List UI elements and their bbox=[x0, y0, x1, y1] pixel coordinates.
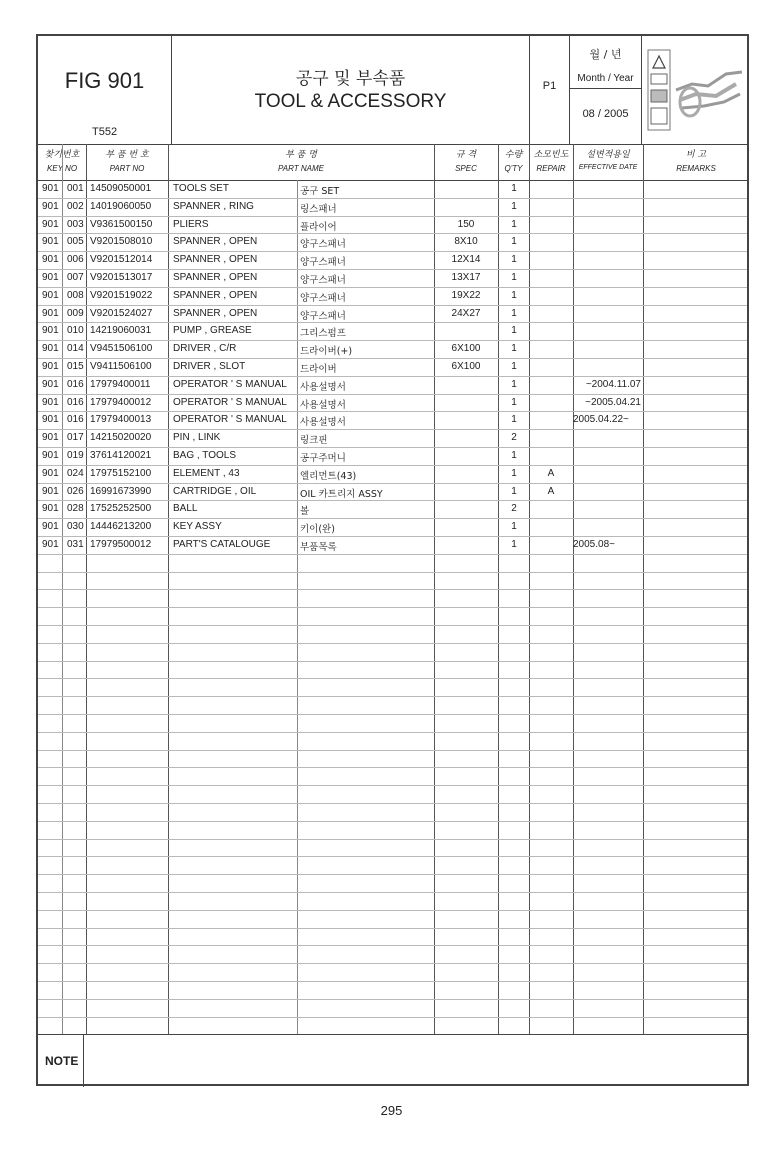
key-suffix: 010 bbox=[67, 325, 84, 337]
key-prefix: 901 bbox=[42, 325, 59, 337]
part-name-korean: 사용설명서 bbox=[300, 381, 346, 393]
key-prefix: 901 bbox=[42, 200, 59, 212]
part-number: 17975152100 bbox=[90, 467, 152, 479]
model-code: T552 bbox=[92, 126, 118, 138]
empty-row bbox=[38, 696, 747, 715]
figure-cell bbox=[38, 36, 172, 144]
part-name: DRIVER , C/R bbox=[173, 343, 237, 355]
part-name: DRIVER , SLOT bbox=[173, 361, 246, 372]
table-row bbox=[38, 518, 747, 537]
key-suffix: 024 bbox=[67, 467, 84, 479]
part-number: V9411506100 bbox=[90, 361, 152, 372]
quantity: 1 bbox=[511, 414, 517, 426]
quantity: 1 bbox=[511, 218, 517, 230]
sheet-header bbox=[38, 36, 747, 145]
col-partname-kr: 부 품 명 bbox=[285, 150, 317, 160]
part-name-korean: 링크핀 bbox=[300, 435, 328, 447]
col-spec bbox=[434, 144, 498, 180]
part-name: OPERATOR ' S MANUAL bbox=[173, 414, 287, 426]
part-name: PLIERS bbox=[173, 218, 209, 230]
key-suffix: 009 bbox=[67, 307, 84, 319]
col-effective-date bbox=[573, 144, 643, 180]
issue-date: 08 / 2005 bbox=[582, 108, 629, 120]
quantity: 1 bbox=[511, 485, 517, 497]
quantity: 1 bbox=[511, 450, 517, 461]
part-number: 17979500012 bbox=[90, 539, 152, 550]
quantity: 1 bbox=[511, 183, 517, 194]
quantity: 1 bbox=[511, 467, 517, 479]
part-name: SPANNER , OPEN bbox=[173, 272, 258, 283]
part-name: SPANNER , OPEN bbox=[173, 289, 258, 301]
repair-code: A bbox=[547, 467, 555, 479]
table-row bbox=[38, 465, 747, 484]
empty-row bbox=[38, 839, 747, 858]
effective-date: 2005.08~ bbox=[573, 539, 615, 550]
part-number: V9201513017 bbox=[90, 272, 153, 283]
effective-date: ~2004.11.07 bbox=[585, 378, 641, 390]
quantity: 1 bbox=[511, 307, 517, 319]
part-name-korean: 키이(완) bbox=[300, 524, 335, 536]
col-remarks bbox=[643, 144, 749, 180]
part-name: PUMP , GREASE bbox=[173, 325, 252, 337]
col-partno-kr: 부 품 번 호 bbox=[105, 150, 149, 160]
part-name: SPANNER , OPEN bbox=[173, 254, 258, 266]
quantity: 1 bbox=[511, 254, 517, 266]
part-number: 14509050001 bbox=[90, 183, 152, 194]
note-section bbox=[38, 1034, 747, 1087]
key-prefix: 901 bbox=[42, 218, 59, 230]
table-row bbox=[38, 340, 747, 359]
table-row bbox=[38, 198, 747, 217]
part-name: TOOLS SET bbox=[173, 183, 229, 194]
part-number: 16991673990 bbox=[90, 485, 152, 497]
part-name: SPANNER , RING bbox=[173, 200, 254, 212]
tool-illustration-icon bbox=[646, 44, 746, 136]
spec: 19X22 bbox=[451, 289, 481, 301]
empty-row bbox=[38, 714, 747, 733]
empty-row bbox=[38, 803, 747, 822]
month-year-english: Month / Year bbox=[577, 73, 634, 84]
part-name-korean: 부품목록 bbox=[300, 542, 337, 553]
table-row bbox=[38, 376, 747, 395]
empty-row bbox=[38, 856, 747, 875]
col-spec-en: SPEC bbox=[455, 164, 477, 173]
empty-row bbox=[38, 945, 747, 964]
key-suffix: 008 bbox=[67, 289, 84, 301]
part-name: ELEMENT , 43 bbox=[173, 467, 240, 479]
quantity: 1 bbox=[511, 539, 517, 550]
note-label-cell bbox=[38, 1035, 84, 1087]
col-part-name bbox=[168, 144, 434, 180]
part-name: OPERATOR ' S MANUAL bbox=[173, 396, 287, 408]
table-row bbox=[38, 358, 747, 377]
empty-row bbox=[38, 892, 747, 911]
part-name-korean: 사용설명서 bbox=[300, 417, 346, 429]
part-number: V9201508010 bbox=[90, 236, 153, 248]
key-prefix: 901 bbox=[42, 521, 59, 533]
part-name-korean: 링스패너 bbox=[300, 203, 337, 215]
col-repair-kr: 소모빈도 bbox=[533, 150, 569, 160]
quantity: 2 bbox=[511, 503, 517, 515]
part-name-korean: 드라이버(+) bbox=[300, 346, 353, 358]
part-name: BAG , TOOLS bbox=[173, 450, 236, 461]
key-prefix: 901 bbox=[42, 254, 59, 266]
key-prefix: 901 bbox=[42, 289, 59, 301]
spec: 24X27 bbox=[451, 307, 481, 319]
key-prefix: 901 bbox=[42, 539, 59, 550]
key-prefix: 901 bbox=[42, 432, 59, 444]
title-korean: 공구 및 부속품 bbox=[295, 69, 406, 89]
table-row bbox=[38, 322, 747, 341]
key-suffix: 007 bbox=[67, 272, 84, 283]
part-number: 37614120021 bbox=[90, 450, 152, 461]
part-number: 17525252500 bbox=[90, 503, 152, 515]
part-name: CARTRIDGE , OIL bbox=[173, 485, 257, 497]
quantity: 1 bbox=[511, 200, 517, 212]
quantity: 1 bbox=[511, 325, 517, 337]
quantity: 1 bbox=[511, 236, 517, 248]
part-name: SPANNER , OPEN bbox=[173, 307, 258, 319]
part-name-korean: 공구주머니 bbox=[300, 453, 346, 464]
part-number: V9201512014 bbox=[90, 254, 153, 266]
key-prefix: 901 bbox=[42, 378, 59, 390]
month-year-korean: 월 / 년 bbox=[589, 48, 622, 61]
empty-row bbox=[38, 999, 747, 1018]
empty-row bbox=[38, 767, 747, 786]
empty-row bbox=[38, 732, 747, 751]
col-partno-en: PART NO bbox=[109, 164, 145, 173]
figure-number: FIG 901 bbox=[64, 68, 145, 93]
part-name-korean: 엘리먼트(43) bbox=[300, 470, 357, 482]
col-spec-kr: 규 격 bbox=[455, 150, 477, 160]
note-label: NOTE bbox=[45, 1054, 79, 1068]
col-part-no bbox=[86, 144, 168, 180]
col-eff-kr: 설변적용일 bbox=[586, 150, 630, 160]
part-number: V9361500150 bbox=[90, 218, 153, 230]
spec: 13X17 bbox=[451, 272, 481, 283]
empty-row bbox=[38, 785, 747, 804]
key-prefix: 901 bbox=[42, 236, 59, 248]
part-name-korean: 볼 bbox=[300, 506, 310, 518]
part-number: V9451506100 bbox=[90, 343, 153, 355]
table-row bbox=[38, 180, 747, 199]
key-suffix: 019 bbox=[67, 450, 84, 461]
key-suffix: 028 bbox=[67, 503, 84, 515]
key-prefix: 901 bbox=[42, 485, 59, 497]
parts-sheet bbox=[36, 34, 749, 1086]
quantity: 1 bbox=[511, 361, 517, 372]
part-number: 17979400012 bbox=[90, 396, 152, 408]
divider bbox=[570, 88, 641, 89]
part-name-korean: 공구 SET bbox=[300, 186, 340, 197]
key-suffix: 026 bbox=[67, 485, 84, 497]
key-prefix: 901 bbox=[42, 307, 59, 319]
table-row bbox=[38, 536, 747, 555]
key-suffix: 016 bbox=[67, 396, 84, 408]
empty-row bbox=[38, 607, 747, 626]
effective-date: ~2005.04.21 bbox=[585, 396, 641, 408]
part-number: 17979400013 bbox=[90, 414, 152, 426]
col-key-kr: 찾기번호 bbox=[44, 150, 80, 160]
part-name: OPERATOR ' S MANUAL bbox=[173, 378, 287, 390]
key-suffix: 016 bbox=[67, 378, 84, 390]
table-row bbox=[38, 233, 747, 252]
quantity: 2 bbox=[511, 432, 517, 444]
key-suffix: 015 bbox=[67, 361, 84, 372]
part-number: 14215020020 bbox=[90, 432, 152, 444]
title-english: TOOL & ACCESSORY bbox=[254, 91, 447, 112]
empty-row bbox=[38, 910, 747, 929]
table-row bbox=[38, 483, 747, 502]
col-repair bbox=[529, 144, 573, 180]
part-name-korean: OIL 카트리지 ASSY bbox=[300, 488, 383, 500]
part-name-korean: 양구스패너 bbox=[300, 257, 346, 269]
key-suffix: 014 bbox=[67, 343, 84, 355]
part-name: PART'S CATALOUGE bbox=[173, 539, 271, 550]
column-header-row bbox=[38, 144, 747, 181]
table-row bbox=[38, 500, 747, 519]
key-prefix: 901 bbox=[42, 361, 59, 372]
table-row bbox=[38, 411, 747, 430]
quantity: 1 bbox=[511, 289, 517, 301]
spec: 8X10 bbox=[454, 236, 478, 248]
effective-date: 2005.04.22~ bbox=[573, 414, 629, 426]
page-cell bbox=[530, 36, 570, 144]
key-suffix: 003 bbox=[67, 218, 84, 230]
title-cell bbox=[172, 36, 530, 144]
table-row bbox=[38, 251, 747, 270]
part-number: V9201519022 bbox=[90, 289, 153, 301]
part-number: 14019060050 bbox=[90, 200, 152, 212]
table-row bbox=[38, 429, 747, 448]
part-name: SPANNER , OPEN bbox=[173, 236, 258, 248]
key-prefix: 901 bbox=[42, 450, 59, 461]
key-prefix: 901 bbox=[42, 396, 59, 408]
key-prefix: 901 bbox=[42, 343, 59, 355]
empty-row bbox=[38, 874, 747, 893]
empty-row bbox=[38, 554, 747, 573]
part-name: BALL bbox=[173, 503, 198, 515]
part-number: 14446213200 bbox=[90, 521, 152, 533]
key-prefix: 901 bbox=[42, 467, 59, 479]
col-repair-en: REPAIR bbox=[536, 164, 566, 173]
spec: 6X100 bbox=[451, 343, 481, 355]
empty-row bbox=[38, 678, 747, 697]
key-suffix: 005 bbox=[67, 236, 84, 248]
key-prefix: 901 bbox=[42, 414, 59, 426]
col-key-en: KEY NO bbox=[46, 164, 78, 173]
part-name: KEY ASSY bbox=[173, 521, 222, 533]
page-label: P1 bbox=[542, 80, 557, 92]
repair-code: A bbox=[547, 485, 555, 497]
key-suffix: 016 bbox=[67, 414, 84, 426]
quantity: 1 bbox=[511, 272, 517, 283]
key-suffix: 031 bbox=[67, 539, 84, 550]
key-suffix: 001 bbox=[67, 183, 84, 194]
part-name-korean: 양구스패너 bbox=[300, 239, 346, 251]
spec: 12X14 bbox=[451, 254, 481, 266]
empty-row bbox=[38, 963, 747, 982]
empty-row bbox=[38, 981, 747, 1000]
part-name-korean: 플라이어 bbox=[300, 221, 337, 233]
key-prefix: 901 bbox=[42, 503, 59, 515]
tool-illustration-cell bbox=[642, 36, 751, 144]
part-name-korean: 양구스패너 bbox=[300, 292, 346, 304]
table-row bbox=[38, 216, 747, 235]
quantity: 1 bbox=[511, 343, 517, 355]
page-number: 295 bbox=[380, 1103, 403, 1118]
part-name-korean: 그리스펌프 bbox=[300, 328, 346, 340]
table-row bbox=[38, 394, 747, 413]
part-number: V9201524027 bbox=[90, 307, 153, 319]
empty-row bbox=[38, 625, 747, 644]
quantity: 1 bbox=[511, 521, 517, 533]
col-eff-en: EFFECTIVE DATE bbox=[578, 164, 638, 171]
key-prefix: 901 bbox=[42, 272, 59, 283]
spec: 6X100 bbox=[451, 361, 481, 372]
col-partname-en: PART NAME bbox=[278, 164, 324, 173]
col-remarks-en: REMARKS bbox=[676, 164, 716, 173]
col-qty-en: Q'TY bbox=[504, 164, 523, 173]
spec: 150 bbox=[457, 218, 475, 230]
quantity: 1 bbox=[511, 378, 517, 390]
col-qty bbox=[498, 144, 529, 180]
col-qty-kr: 수량 bbox=[504, 150, 523, 160]
empty-row bbox=[38, 821, 747, 840]
key-prefix: 901 bbox=[42, 183, 59, 194]
part-name-korean: 양구스패너 bbox=[300, 310, 346, 322]
part-name-korean: 양구스패너 bbox=[300, 275, 346, 286]
table-row bbox=[38, 287, 747, 306]
empty-row bbox=[38, 661, 747, 680]
part-name-korean: 사용설명서 bbox=[300, 399, 346, 411]
empty-row bbox=[38, 572, 747, 591]
key-suffix: 006 bbox=[67, 254, 84, 266]
table-row bbox=[38, 269, 747, 288]
empty-row bbox=[38, 589, 747, 608]
empty-row bbox=[38, 750, 747, 769]
key-suffix: 017 bbox=[67, 432, 84, 444]
empty-row bbox=[38, 928, 747, 947]
part-number: 17979400011 bbox=[90, 378, 151, 390]
table-row bbox=[38, 305, 747, 324]
part-name: PIN , LINK bbox=[173, 432, 221, 444]
empty-row bbox=[38, 643, 747, 662]
part-number: 14219060031 bbox=[90, 325, 152, 337]
key-suffix: 030 bbox=[67, 521, 84, 533]
key-suffix: 002 bbox=[67, 200, 84, 212]
col-remarks-kr: 비 고 bbox=[685, 150, 707, 160]
part-name-korean: 드라이버 bbox=[300, 364, 337, 375]
table-row bbox=[38, 447, 747, 466]
month-year-cell bbox=[570, 36, 642, 144]
quantity: 1 bbox=[511, 396, 517, 408]
